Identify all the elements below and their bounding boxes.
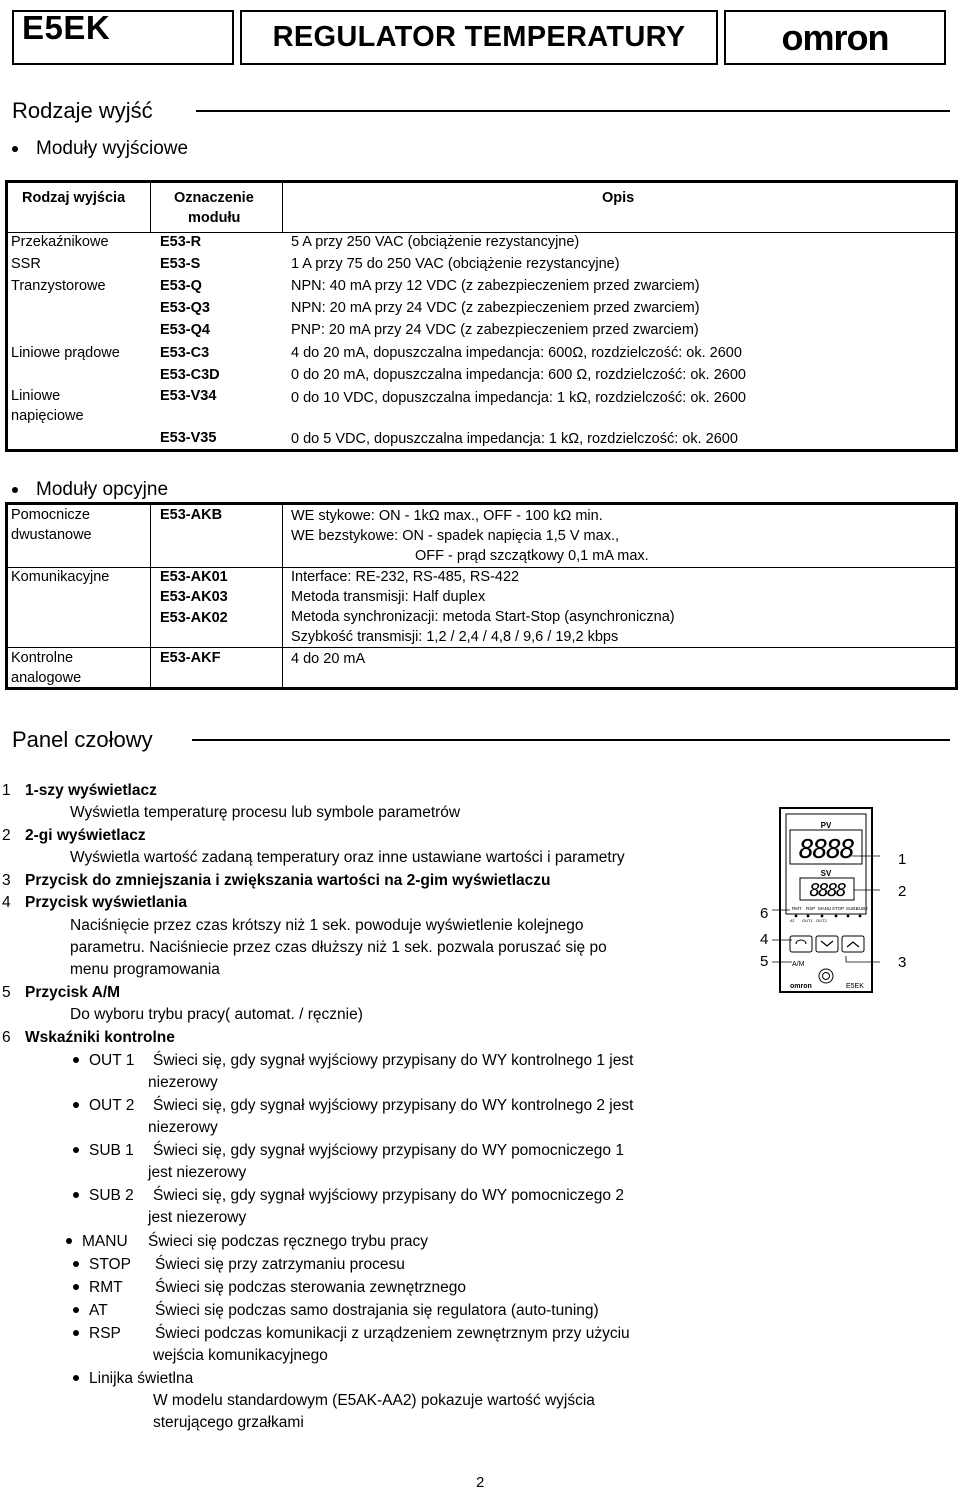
led-label: OUT1 [802,918,813,923]
table-header-col-divider [150,183,151,232]
pv-digits: 8888 [798,835,854,865]
table-header-col-divider [282,183,283,232]
bullet-icon [73,1057,79,1063]
row-desc: NPN: 20 mA przy 24 VDC (z zabezpieczeniem przed zwarciem) [291,300,700,316]
led-label: AT [790,918,795,923]
indicator-desc: Świeci się podczas sterowania zewnętrznego [155,1279,467,1296]
bullet-icon [73,1307,79,1313]
row-type: Przekaźnikowe [11,234,109,250]
col-header-code: Oznaczenie [174,190,254,206]
row-code: E53-R [160,234,202,250]
bullet-icon [73,1192,79,1198]
indicator-desc: sterującego grzałkami [153,1414,304,1431]
opt-desc: Metoda transmisji: Half duplex [291,589,486,605]
led-indicator [859,915,862,918]
opt-desc: WE bezstykowe: ON - spadek napięcia 1,5 V max., [291,528,619,544]
model-name: E5EK [22,8,111,46]
section-title-outputs: Rodzaje wyjść [12,98,153,123]
panel-item-num: 4 [2,894,11,911]
header-title-box [240,10,718,65]
section-divider [192,739,950,741]
row-type: SSR [11,256,41,272]
am-button-label: A/M [792,961,805,968]
device-brand: omron [790,983,812,990]
panel-item-title: 2-gi wyświetlacz [25,827,146,844]
opt-type: Komunikacyjne [11,569,110,585]
display-button [790,936,812,952]
row-code: E53-C3 [160,345,210,361]
opt-type-2: analogowe [11,670,82,686]
table-col-divider [150,505,151,687]
led-indicator [807,915,810,918]
indicator-desc: niezerowy [148,1074,218,1091]
indicator-name: OUT 1 [89,1052,135,1069]
callout-number: 5 [760,953,769,970]
panel-item-num: 2 [2,827,11,844]
led-indicator [835,915,838,918]
row-type-2: napięciowe [11,408,84,424]
panel-item-num: 1 [2,782,11,799]
indicator-desc: Świeci się, gdy sygnał wyjściowy przypisany do WY kontrolnego 1 jest [153,1052,634,1069]
row-desc: NPN: 40 mA przy 12 VDC (z zabezpieczeniem przed zwarciem) [291,278,700,294]
row-code: E53-V35 [160,430,217,446]
led-indicator [847,915,850,918]
indicator-name: RMT [89,1279,123,1296]
opt-type: Kontrolne [11,650,74,666]
row-type: Liniowe [11,388,61,404]
row-code: E53-C3D [160,367,220,383]
indicator-desc: niezerowy [148,1119,218,1136]
col-header-desc: Opis [602,190,635,206]
led-indicator [821,915,824,918]
panel-item-title: Przycisk wyświetlania [25,894,187,911]
row-desc: 0 do 10 VDC, dopuszczalna impedancja: 1 kΩ, rozdzielczość: ok. 2600 [291,390,746,406]
row-type: Liniowe prądowe [11,345,120,361]
led-label: STOP [832,906,845,911]
modules-heading-text: Moduły wyjściowe [36,138,189,159]
panel-item-line: parametru. Naciśniecie przez czas dłuższy niż 1 sek. pozwala poruszać się po [70,939,607,956]
opt-type: Pomocnicze [11,507,90,523]
panel-item-title: Przycisk A/M [25,984,121,1001]
bullet-icon [12,487,18,493]
callout-number: 6 [760,905,769,922]
row-desc: PNP: 20 mA przy 24 VDC (z zabezpieczeniem przed zwarciem) [291,322,699,338]
panel-item-line: Wyświetla temperaturę procesu lub symbole parametrów [70,804,461,821]
led-label: SUB1 [846,906,858,911]
bullet-icon [73,1261,79,1267]
indicator-name: SUB 2 [89,1187,134,1204]
panel-item-line: Do wyboru trybu pracy( automat. / ręcznie) [70,1006,363,1023]
row-code: E53-Q4 [160,322,210,338]
panel-item-title: Wskaźniki kontrolne [25,1029,175,1046]
led-label: RSP [806,906,816,911]
row-code: E53-Q [160,278,202,294]
panel-item-line: menu programowania [70,961,220,978]
led-label: OUT2 [816,918,827,923]
led-indicator [795,915,798,918]
bullet-icon [66,1238,72,1244]
indicator-name: RSP [89,1325,121,1342]
opt-desc: WE stykowe: ON - 1kΩ max., OFF - 100 kΩ min. [291,508,603,524]
indicator-name: STOP [89,1256,131,1273]
opt-desc: Metoda synchronizacji: metoda Start-Stop (asynchroniczna) [291,609,675,625]
optional-heading-text: Moduły opcyjne [36,479,169,500]
bullet-icon [12,146,18,152]
device-model: E5EK [846,983,864,990]
row-code: E53-V34 [160,388,217,404]
indicator-desc: Świeci się podczas ręcznego trybu pracy [148,1233,428,1250]
indicator-name: SUB 1 [89,1142,134,1159]
row-type: Tranzystorowe [11,278,106,294]
row-code: E53-Q3 [160,300,210,316]
opt-code: E53-AKF [160,650,221,666]
modules-heading [12,138,188,160]
opt-code: E53-AK02 [160,610,228,626]
front-panel-illustration [756,806,946,1006]
callout-number: 3 [898,954,907,971]
sv-label: SV [820,869,832,878]
optional-heading [12,479,168,501]
indicator-desc: jest niezerowy [148,1209,247,1226]
panel-item-num: 5 [2,984,11,1001]
col-header-code-2: modułu [188,210,241,226]
table-header-divider [8,232,955,233]
led-label: SUB2 [856,906,868,911]
panel-item-line: Wyświetla wartość zadaną temperatury oraz inne ustawiane wartości i parametry [70,849,625,866]
indicator-desc: Świeci się przy zatrzymaniu procesu [155,1256,405,1273]
page-title: REGULATOR TEMPERATURY [272,21,686,53]
bullet-icon [73,1375,79,1381]
opt-code: E53-AKB [160,507,223,523]
indicator-desc: Świeci się podczas samo dostrajania się regulatora (auto-tuning) [155,1302,599,1319]
opt-desc: Interface: RE-232, RS-485, RS-422 [291,569,520,585]
opt-type-2: dwustanowe [11,527,92,543]
knob-icon [819,969,833,983]
down-button [816,936,838,952]
callout-number: 1 [898,851,907,868]
opt-desc: Szybkość transmisji: 1,2 / 2,4 / 4,8 / 9,6 / 19,2 kbps [291,629,619,645]
row-desc: 5 A przy 250 VAC (obciążenie rezystancyjne) [291,234,580,250]
indicator-name: AT [89,1302,108,1319]
indicator-desc: W modelu standardowym (E5AK-AA2) pokazuje wartość wyjścia [153,1392,595,1409]
col-header-type: Rodzaj wyjścia [22,190,126,206]
row-desc: 0 do 5 VDC, dopuszczalna impedancja: 1 kΩ, rozdzielczość: ok. 2600 [291,431,738,447]
indicator-desc: Świeci się, gdy sygnał wyjściowy przypisany do WY kontrolnego 2 jest [153,1097,634,1114]
header-logo-box [724,10,946,65]
indicator-desc: Świeci się, gdy sygnał wyjściowy przypisany do WY pomocniczego 1 [153,1142,624,1159]
opt-desc: 4 do 20 mA [291,651,366,667]
panel-item-num: 3 [2,872,11,889]
indicator-desc: wejścia komunikacyjnego [153,1347,328,1364]
opt-code: E53-AK03 [160,589,228,605]
section-divider [196,110,950,112]
row-desc: 0 do 20 mA, dopuszczalna impedancja: 600 Ω, rozdzielczość: ok. 2600 [291,367,746,383]
section-title-panel: Panel czołowy [12,727,153,752]
row-desc: 4 do 20 mA, dopuszczalna impedancja: 600Ω, rozdzielczość: ok. 2600 [291,345,742,361]
panel-item-title: Przycisk do zmniejszania i zwiększania wartości na 2-gim wyświetlaczu [25,872,551,889]
omron-logo-text: omron [781,20,889,55]
page-number: 2 [476,1474,485,1490]
indicator-desc: Świeci się, gdy sygnał wyjściowy przypisany do WY pomocniczego 2 [153,1187,624,1204]
bullet-icon [73,1147,79,1153]
bullet-icon [73,1102,79,1108]
led-label: MANU [818,906,832,911]
bullet-icon [73,1330,79,1336]
callout-number: 2 [898,883,907,900]
indicator-name: Linijka świetlna [89,1370,194,1387]
led-label: RMT [792,906,802,911]
indicator-desc: Świeci podczas komunikacji z urządzeniem zewnętrznym przy użyciu [155,1325,630,1342]
panel-item-line: Naciśnięcie przez czas krótszy niż 1 sek. powoduje wyświetlenie kolejnego [70,917,584,934]
panel-item-title: 1-szy wyświetlacz [25,782,157,799]
callout-number: 4 [760,931,769,948]
omron-logo [760,21,910,55]
indicator-name: MANU [82,1233,128,1250]
indicator-desc: jest niezerowy [148,1164,247,1181]
opt-desc: OFF - prąd szczątkowy 0,1 mA max. [415,548,649,564]
header-model-box [12,10,234,65]
row-desc: 1 A przy 75 do 250 VAC (obciążenie rezystancyjne) [291,256,620,272]
row-code: E53-S [160,256,201,272]
table-col-divider [282,505,283,687]
bullet-icon [73,1284,79,1290]
pv-label: PV [820,821,832,830]
sv-digits: 8888 [809,880,845,901]
panel-item-num: 6 [2,1029,11,1046]
up-button [842,936,864,952]
indicator-name: OUT 2 [89,1097,135,1114]
opt-code: E53-AK01 [160,569,228,585]
